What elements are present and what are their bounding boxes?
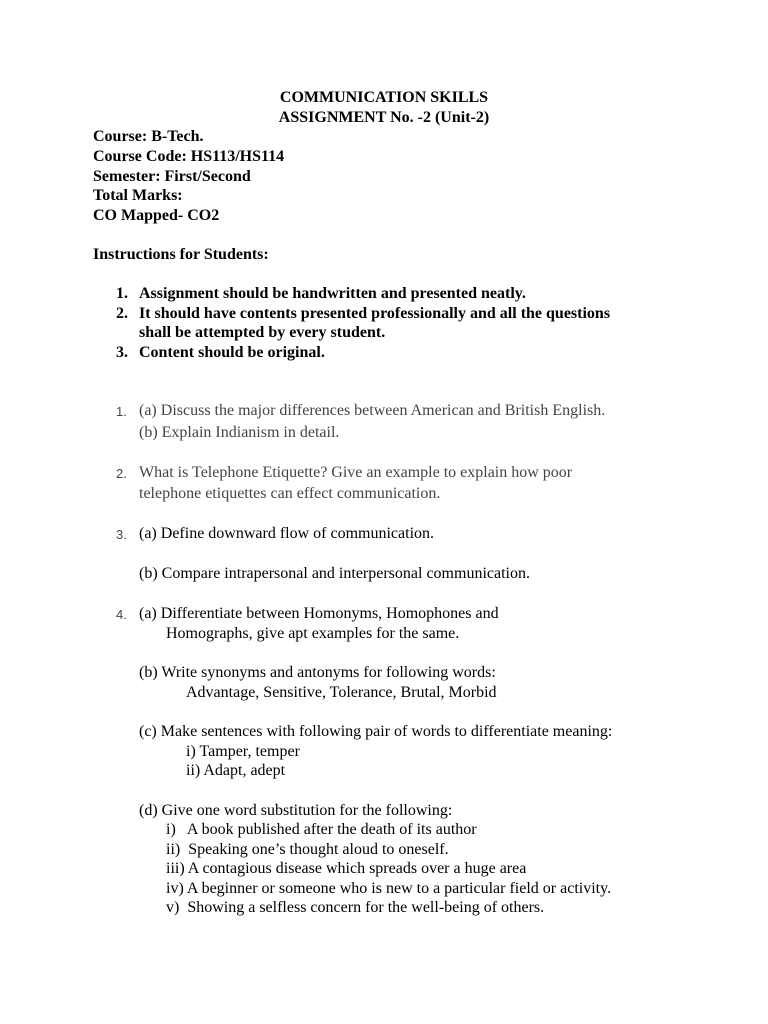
instructions-heading: Instructions for Students: (93, 246, 269, 263)
question-text: (a) Differentiate between Homonyms, Homophones and (139, 605, 499, 622)
instruction-number: 1. (116, 285, 128, 302)
question-text: telephone etiquettes can effect communication. (139, 485, 441, 502)
sub-item: v) Showing a selfless concern for the well-being of others. (166, 899, 545, 916)
question-text: (a) Discuss the major differences between American and British English. (139, 402, 606, 419)
instruction-text: Assignment should be handwritten and presented neatly. (139, 285, 526, 302)
sub-item: ii) Adapt, adept (186, 762, 286, 779)
sub-item: iv) A beginner or someone who is new to a particular field or activity. (166, 880, 612, 897)
question-text: Homographs, give apt examples for the same. (166, 625, 460, 642)
question-text: (b) Compare intrapersonal and interpersonal communication. (139, 565, 530, 582)
question-text: (c) Make sentences with following pair of words to differentiate meaning: (139, 723, 613, 740)
question-number: 3. (116, 527, 127, 542)
question-number: 2. (116, 466, 127, 481)
course: Course: B-Tech. (93, 128, 204, 145)
question-text: (b) Write synonyms and antonyms for following words: (139, 664, 496, 681)
question-text: What is Telephone Etiquette? Give an example to explain how poor (139, 464, 573, 481)
instruction-text: Content should be original. (139, 344, 325, 361)
instruction-text: shall be attempted by every student. (139, 324, 386, 341)
semester: Semester: First/Second (93, 168, 251, 185)
question-text: (a) Define downward flow of communication. (139, 525, 435, 542)
instruction-number: 3. (116, 344, 128, 361)
question-number: 1. (116, 404, 127, 419)
question-number: 4. (116, 607, 127, 622)
question-text: (d) Give one word substitution for the following: (139, 802, 453, 819)
page-subtitle: ASSIGNMENT No. -2 (Unit-2) (278, 109, 490, 126)
sub-item: i) Tamper, temper (186, 743, 300, 760)
sub-item: i) A book published after the death of its author (166, 821, 477, 838)
sub-item: ii) Speaking one’s thought aloud to oneself. (166, 841, 449, 858)
question-text: (b) Explain Indianism in detail. (139, 424, 340, 441)
course-code: Course Code: HS113/HS114 (93, 148, 285, 165)
total-marks: Total Marks: (93, 187, 183, 204)
co-mapped: CO Mapped- CO2 (93, 207, 220, 224)
instruction-text: It should have contents presented professionally and all the questions (139, 305, 611, 322)
page-title: COMMUNICATION SKILLS (279, 89, 489, 106)
instruction-number: 2. (116, 305, 128, 322)
sub-item: iii) A contagious disease which spreads over a huge area (166, 860, 527, 877)
word-list: Advantage, Sensitive, Tolerance, Brutal, Morbid (186, 684, 497, 701)
